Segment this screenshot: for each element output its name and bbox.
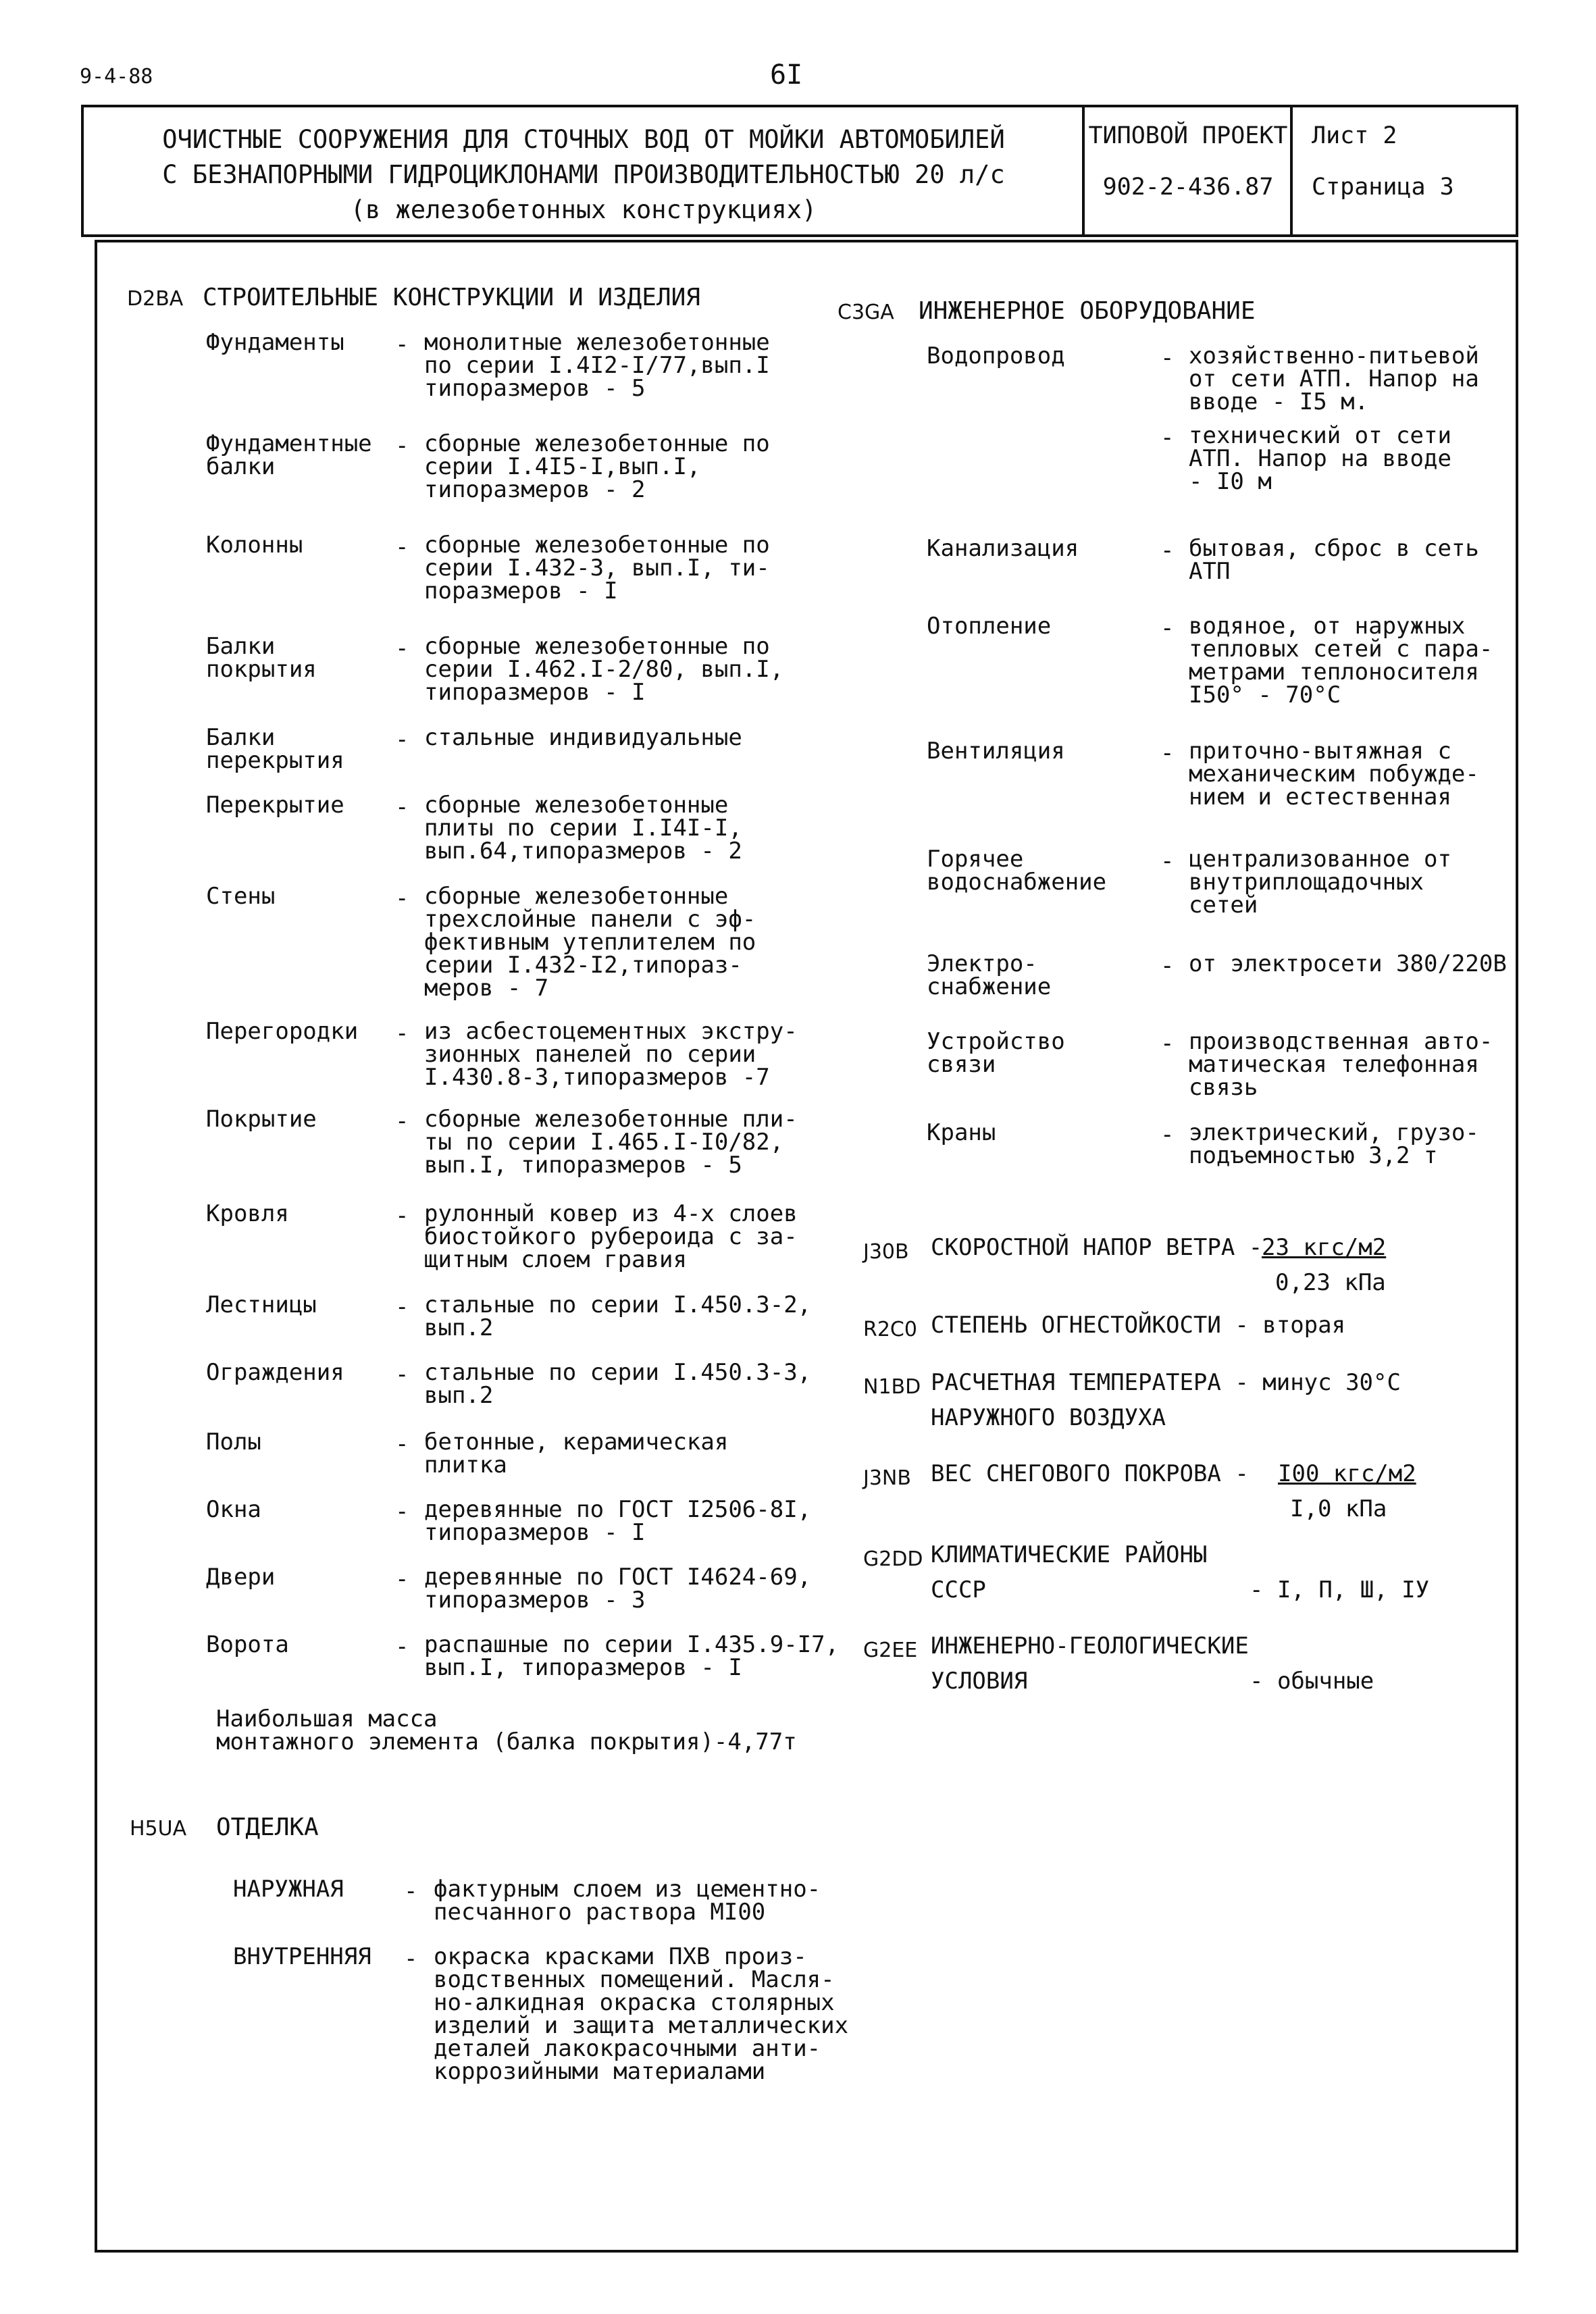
finishing-item-desc: коррозийными материалами (434, 2058, 766, 2085)
construction-code-mark: D2BA (127, 287, 184, 311)
construction-item-desc: бетонные, керамическая (424, 1429, 729, 1456)
dash: - (395, 1633, 409, 1660)
construction-item-desc: сборные железобетонные по (424, 633, 770, 660)
engineering-section-title: ИНЖЕНЕРНОЕ ОБОРУДОВАНИЕ (919, 297, 1256, 325)
parameter-code-mark: G2DD (863, 1547, 923, 1571)
construction-item-label: Лестницы (206, 1291, 317, 1318)
construction-item-label: перекрытия (206, 747, 344, 774)
construction-item-desc: фективным утеплителем по (424, 929, 756, 956)
dash: - (395, 1498, 409, 1525)
engineering-item-desc: I50° - 70°С (1189, 682, 1341, 709)
construction-item-label: Балки (206, 724, 276, 751)
construction-item-desc: плиты по серии I.I4I-I, (424, 815, 742, 842)
construction-item-label: Фундаменты (206, 329, 344, 356)
engineering-item-desc: электрический, грузо- (1189, 1119, 1479, 1146)
finishing-item-label: НАРУЖНАЯ (233, 1876, 344, 1903)
construction-item-label: балки (206, 453, 276, 480)
engineering-item-desc: метрами теплоносителя (1189, 659, 1479, 686)
construction-item-label: Перекрытие (206, 792, 344, 819)
dash: - (1160, 848, 1175, 875)
parameter-text: КЛИМАТИЧЕСКИЕ РАЙОНЫ (931, 1541, 1208, 1568)
construction-item-label: Покрытие (206, 1106, 317, 1133)
page-label: Страница 3 (1312, 174, 1454, 201)
construction-item-desc: зионных панелей по серии (424, 1041, 756, 1068)
construction-item-desc: типоразмеров - 2 (424, 476, 646, 503)
finishing-item-desc: окраска красками ПХВ произ- (434, 1943, 807, 1970)
construction-item-desc: типоразмеров - 3 (424, 1587, 646, 1614)
engineering-item-desc: приточно-вытяжная с (1189, 738, 1451, 765)
construction-item-desc: плитка (424, 1451, 507, 1479)
dash: - (395, 1431, 409, 1458)
parameter-value-si: 0,23 кПа (1275, 1269, 1386, 1296)
engineering-item-desc: хозяйственно-питьевой (1189, 342, 1479, 369)
construction-item-desc: распашные по серии I.435.9-I7, (424, 1631, 840, 1658)
dash: - (1160, 424, 1175, 451)
parameter-value: - обычные (1250, 1668, 1374, 1695)
document-code: 9-4-88 (80, 65, 153, 88)
finishing-item-desc: фактурным слоем из цементно- (434, 1876, 821, 1903)
engineering-item-desc: матическая телефонная (1189, 1051, 1479, 1078)
construction-item-desc: вып.I, типоразмеров - I (424, 1654, 742, 1681)
divider (1290, 107, 1293, 234)
construction-item-desc: вып.2 (424, 1314, 494, 1341)
dash: - (395, 1293, 409, 1320)
engineering-item-desc: АТП. Напор на вводе (1189, 445, 1451, 472)
finishing-item-desc: песчанного раствора МI00 (434, 1899, 766, 1926)
construction-item-label: Кровля (206, 1200, 289, 1227)
engineering-item-desc: подъемностью 3,2 т (1189, 1142, 1438, 1169)
engineering-item-label: Горячее (927, 846, 1024, 873)
mass-note-line-1: Наибольшая масса (216, 1705, 438, 1732)
engineering-item-label: связи (927, 1051, 996, 1078)
dash: - (1160, 740, 1175, 767)
construction-item-label: Стены (206, 883, 276, 910)
dash: - (1160, 344, 1175, 371)
finishing-item-desc: изделий и защита металлических (434, 2012, 849, 2039)
engineering-code-mark: C3GA (838, 301, 894, 324)
construction-item-desc: ты по серии I.465.I-I0/82, (424, 1129, 784, 1156)
finishing-code-mark: H5UA (130, 1817, 187, 1841)
construction-item-desc: типоразмеров - 5 (424, 375, 646, 402)
engineering-item-label: Краны (927, 1119, 996, 1146)
construction-item-label: Балки (206, 633, 276, 660)
engineering-item-label: Водопровод (927, 342, 1065, 369)
finishing-item-label: ВНУТРЕННЯЯ (233, 1943, 371, 1970)
engineering-item-desc: внутриплощадочных (1189, 869, 1424, 896)
construction-item-desc: деревянные по ГОСТ I4624-69, (424, 1564, 812, 1591)
construction-item-desc: вып.2 (424, 1382, 494, 1409)
construction-item-desc: из асбестоцементных экстру- (424, 1018, 798, 1045)
construction-item-desc: типоразмеров - I (424, 1519, 646, 1546)
dash: - (395, 794, 409, 821)
engineering-item-desc: бытовая, сброс в сеть (1189, 535, 1479, 562)
engineering-item-label: водоснабжение (927, 869, 1107, 896)
finishing-item-desc: но-алкидная окраска столярных (434, 1989, 835, 2016)
title-line-1: ОЧИСТНЫЕ СООРУЖЕНИЯ ДЛЯ СТОЧНЫХ ВОД ОТ МОЙКИ АВТОМОБИЛЕЙ (162, 125, 1005, 154)
construction-item-desc: стальные по серии I.450.3-3, (424, 1359, 812, 1386)
parameter-value: 23 кгс/м2 (1262, 1234, 1387, 1261)
construction-item-desc: I.430.8-3,типоразмеров -7 (424, 1064, 770, 1091)
dash: - (395, 1361, 409, 1388)
dash: - (395, 1202, 409, 1229)
engineering-item-label: Отопление (927, 613, 1052, 640)
dash: - (395, 635, 409, 662)
construction-item-label: Полы (206, 1429, 261, 1456)
engineering-item-label: Вентиляция (927, 738, 1065, 765)
construction-item-desc: деревянные по ГОСТ I2506-8I, (424, 1496, 812, 1523)
parameter-code-mark: G2EE (863, 1639, 918, 1662)
dash: - (404, 1945, 418, 1972)
parameter-code-mark: N1BD (863, 1375, 921, 1399)
engineering-item-desc: нием и естественная (1189, 783, 1451, 811)
finishing-section-title: ОТДЕЛКА (216, 1814, 319, 1841)
construction-item-desc: типоразмеров - I (424, 679, 646, 706)
construction-item-desc: серии I.4I5-I,вып.I, (424, 453, 701, 480)
parameter-text: СКОРОСТНОЙ НАПОР ВЕТРА - (931, 1234, 1263, 1261)
construction-item-desc: рулонный ковер из 4-х слоев (424, 1200, 798, 1227)
construction-item-desc: серии I.462.I-2/80, вып.I, (424, 656, 784, 683)
construction-item-label: Окна (206, 1496, 261, 1523)
title-line-3: (в железобетонных конструкциях) (350, 195, 817, 224)
construction-item-desc: трехслойные панели с эф- (424, 906, 756, 933)
engineering-item-desc: технический от сети (1189, 422, 1451, 449)
dash: - (395, 885, 409, 912)
construction-item-desc: серии I.432-3, вып.I, ти- (424, 555, 770, 582)
engineering-item-label: Электро- (927, 950, 1037, 977)
parameter-text-line-2: СССР (931, 1576, 986, 1603)
dash: - (395, 432, 409, 459)
construction-item-desc: щитным слоем гравия (424, 1246, 687, 1273)
construction-item-label: Ограждения (206, 1359, 344, 1386)
construction-item-desc: монолитные железобетонные (424, 329, 770, 356)
mass-note-line-2: монтажного элемента (балка покрытия)-4,77т (216, 1728, 797, 1755)
dash: - (395, 534, 409, 561)
construction-item-desc: по серии I.4I2-I/77,вып.I (424, 352, 770, 379)
engineering-item-label: Устройство (927, 1028, 1065, 1055)
project-number: 902-2-436.87 (1102, 174, 1274, 201)
parameter-code-mark: R2C0 (863, 1318, 917, 1341)
dash: - (404, 1878, 418, 1905)
construction-item-label: Колонны (206, 532, 303, 559)
parameter-code-mark: J3NB (863, 1466, 911, 1490)
dash: - (395, 1020, 409, 1047)
construction-item-desc: сборные железобетонные по (424, 430, 770, 457)
construction-item-label: покрытия (206, 656, 317, 683)
parameter-text: ВЕС СНЕГОВОГО ПОКРОВА - (931, 1460, 1249, 1487)
sheet-number: Лист 2 (1312, 122, 1397, 149)
document-title (84, 122, 1083, 228)
engineering-item-label: снабжение (927, 973, 1052, 1000)
engineering-item-desc: производственная авто- (1189, 1028, 1493, 1055)
title-line-2: С БЕЗНАПОРНЫМИ ГИДРОЦИКЛОНАМИ ПРОИЗВОДИТЕЛЬНОСТЬЮ 20 л/с (162, 160, 1005, 189)
finishing-item-desc: деталей лакокрасочными анти- (434, 2035, 821, 2062)
construction-item-desc: сборные железобетонные (424, 883, 729, 910)
parameter-value-si: I,0 кПа (1290, 1495, 1387, 1522)
dash: - (395, 331, 409, 358)
construction-item-desc: сборные железобетонные (424, 792, 729, 819)
parameter-text-line-2: НАРУЖНОГО ВОЗДУХА (931, 1404, 1166, 1431)
page-number: 6I (770, 59, 803, 91)
construction-item-desc: вып.64,типоразмеров - 2 (424, 838, 742, 865)
dash: - (395, 726, 409, 753)
engineering-item-desc: АТП (1189, 558, 1231, 585)
construction-item-desc: стальные индивидуальные (424, 724, 742, 751)
finishing-item-desc: водственных помещений. Масля- (434, 1966, 835, 1993)
engineering-item-desc: механическим побужде- (1189, 761, 1479, 788)
dash: - (395, 1566, 409, 1593)
dash: - (1160, 1030, 1175, 1057)
construction-item-desc: меров - 7 (424, 975, 549, 1002)
construction-item-desc: серии I.432-I2,типораз- (424, 952, 742, 979)
title-block (81, 105, 1518, 237)
engineering-item-desc: централизованное от (1189, 846, 1451, 873)
parameter-text: ИНЖЕНЕРНО-ГЕОЛОГИЧЕСКИЕ (931, 1632, 1249, 1660)
construction-item-desc: сборные железобетонные пли- (424, 1106, 798, 1133)
engineering-item-label: Канализация (927, 535, 1079, 562)
engineering-item-desc: от сети АТП. Напор на (1189, 365, 1479, 392)
parameter-text: СТЕПЕНЬ ОГНЕСТОЙКОСТИ - вторая (931, 1312, 1346, 1339)
parameter-value: - I, П, Ш, IУ (1250, 1576, 1430, 1603)
parameter-text-line-2: УСЛОВИЯ (931, 1668, 1028, 1695)
project-label: ТИПОВОЙ ПРОЕКТ (1088, 122, 1288, 149)
construction-item-desc: поразмеров - I (424, 577, 618, 605)
dash: - (1160, 1121, 1175, 1148)
engineering-item-desc: вводе - I5 м. (1189, 388, 1369, 415)
dash: - (1160, 537, 1175, 564)
dash: - (1160, 615, 1175, 642)
construction-item-label: Двери (206, 1564, 276, 1591)
parameter-text: РАСЧЕТНАЯ ТЕМПЕРАТЕРА - минус 30°С (931, 1369, 1401, 1396)
construction-item-desc: биостойкого рубероида с за- (424, 1223, 798, 1250)
dash: - (395, 1108, 409, 1135)
dash: - (1160, 952, 1175, 979)
engineering-item-desc: сетей (1189, 892, 1258, 919)
parameter-value: I00 кгс/м2 (1278, 1460, 1416, 1487)
construction-item-label: Фундаментные (206, 430, 372, 457)
engineering-item-desc: - I0 м (1189, 468, 1272, 495)
engineering-item-desc: тепловых сетей с пара- (1189, 636, 1493, 663)
construction-item-label: Перегородки (206, 1018, 359, 1045)
construction-item-label: Ворота (206, 1631, 289, 1658)
construction-item-desc: вып.I, типоразмеров - 5 (424, 1152, 742, 1179)
parameter-code-mark: J30B (863, 1240, 909, 1264)
engineering-item-desc: связь (1189, 1074, 1258, 1101)
divider (1082, 107, 1085, 234)
engineering-item-desc: от электросети 380/220В (1189, 950, 1507, 977)
construction-item-desc: стальные по серии I.450.3-2, (424, 1291, 812, 1318)
engineering-item-desc: водяное, от наружных (1189, 613, 1466, 640)
construction-section-title: СТРОИТЕЛЬНЫЕ КОНСТРУКЦИИ И ИЗДЕЛИЯ (203, 284, 700, 311)
construction-item-desc: сборные железобетонные по (424, 532, 770, 559)
